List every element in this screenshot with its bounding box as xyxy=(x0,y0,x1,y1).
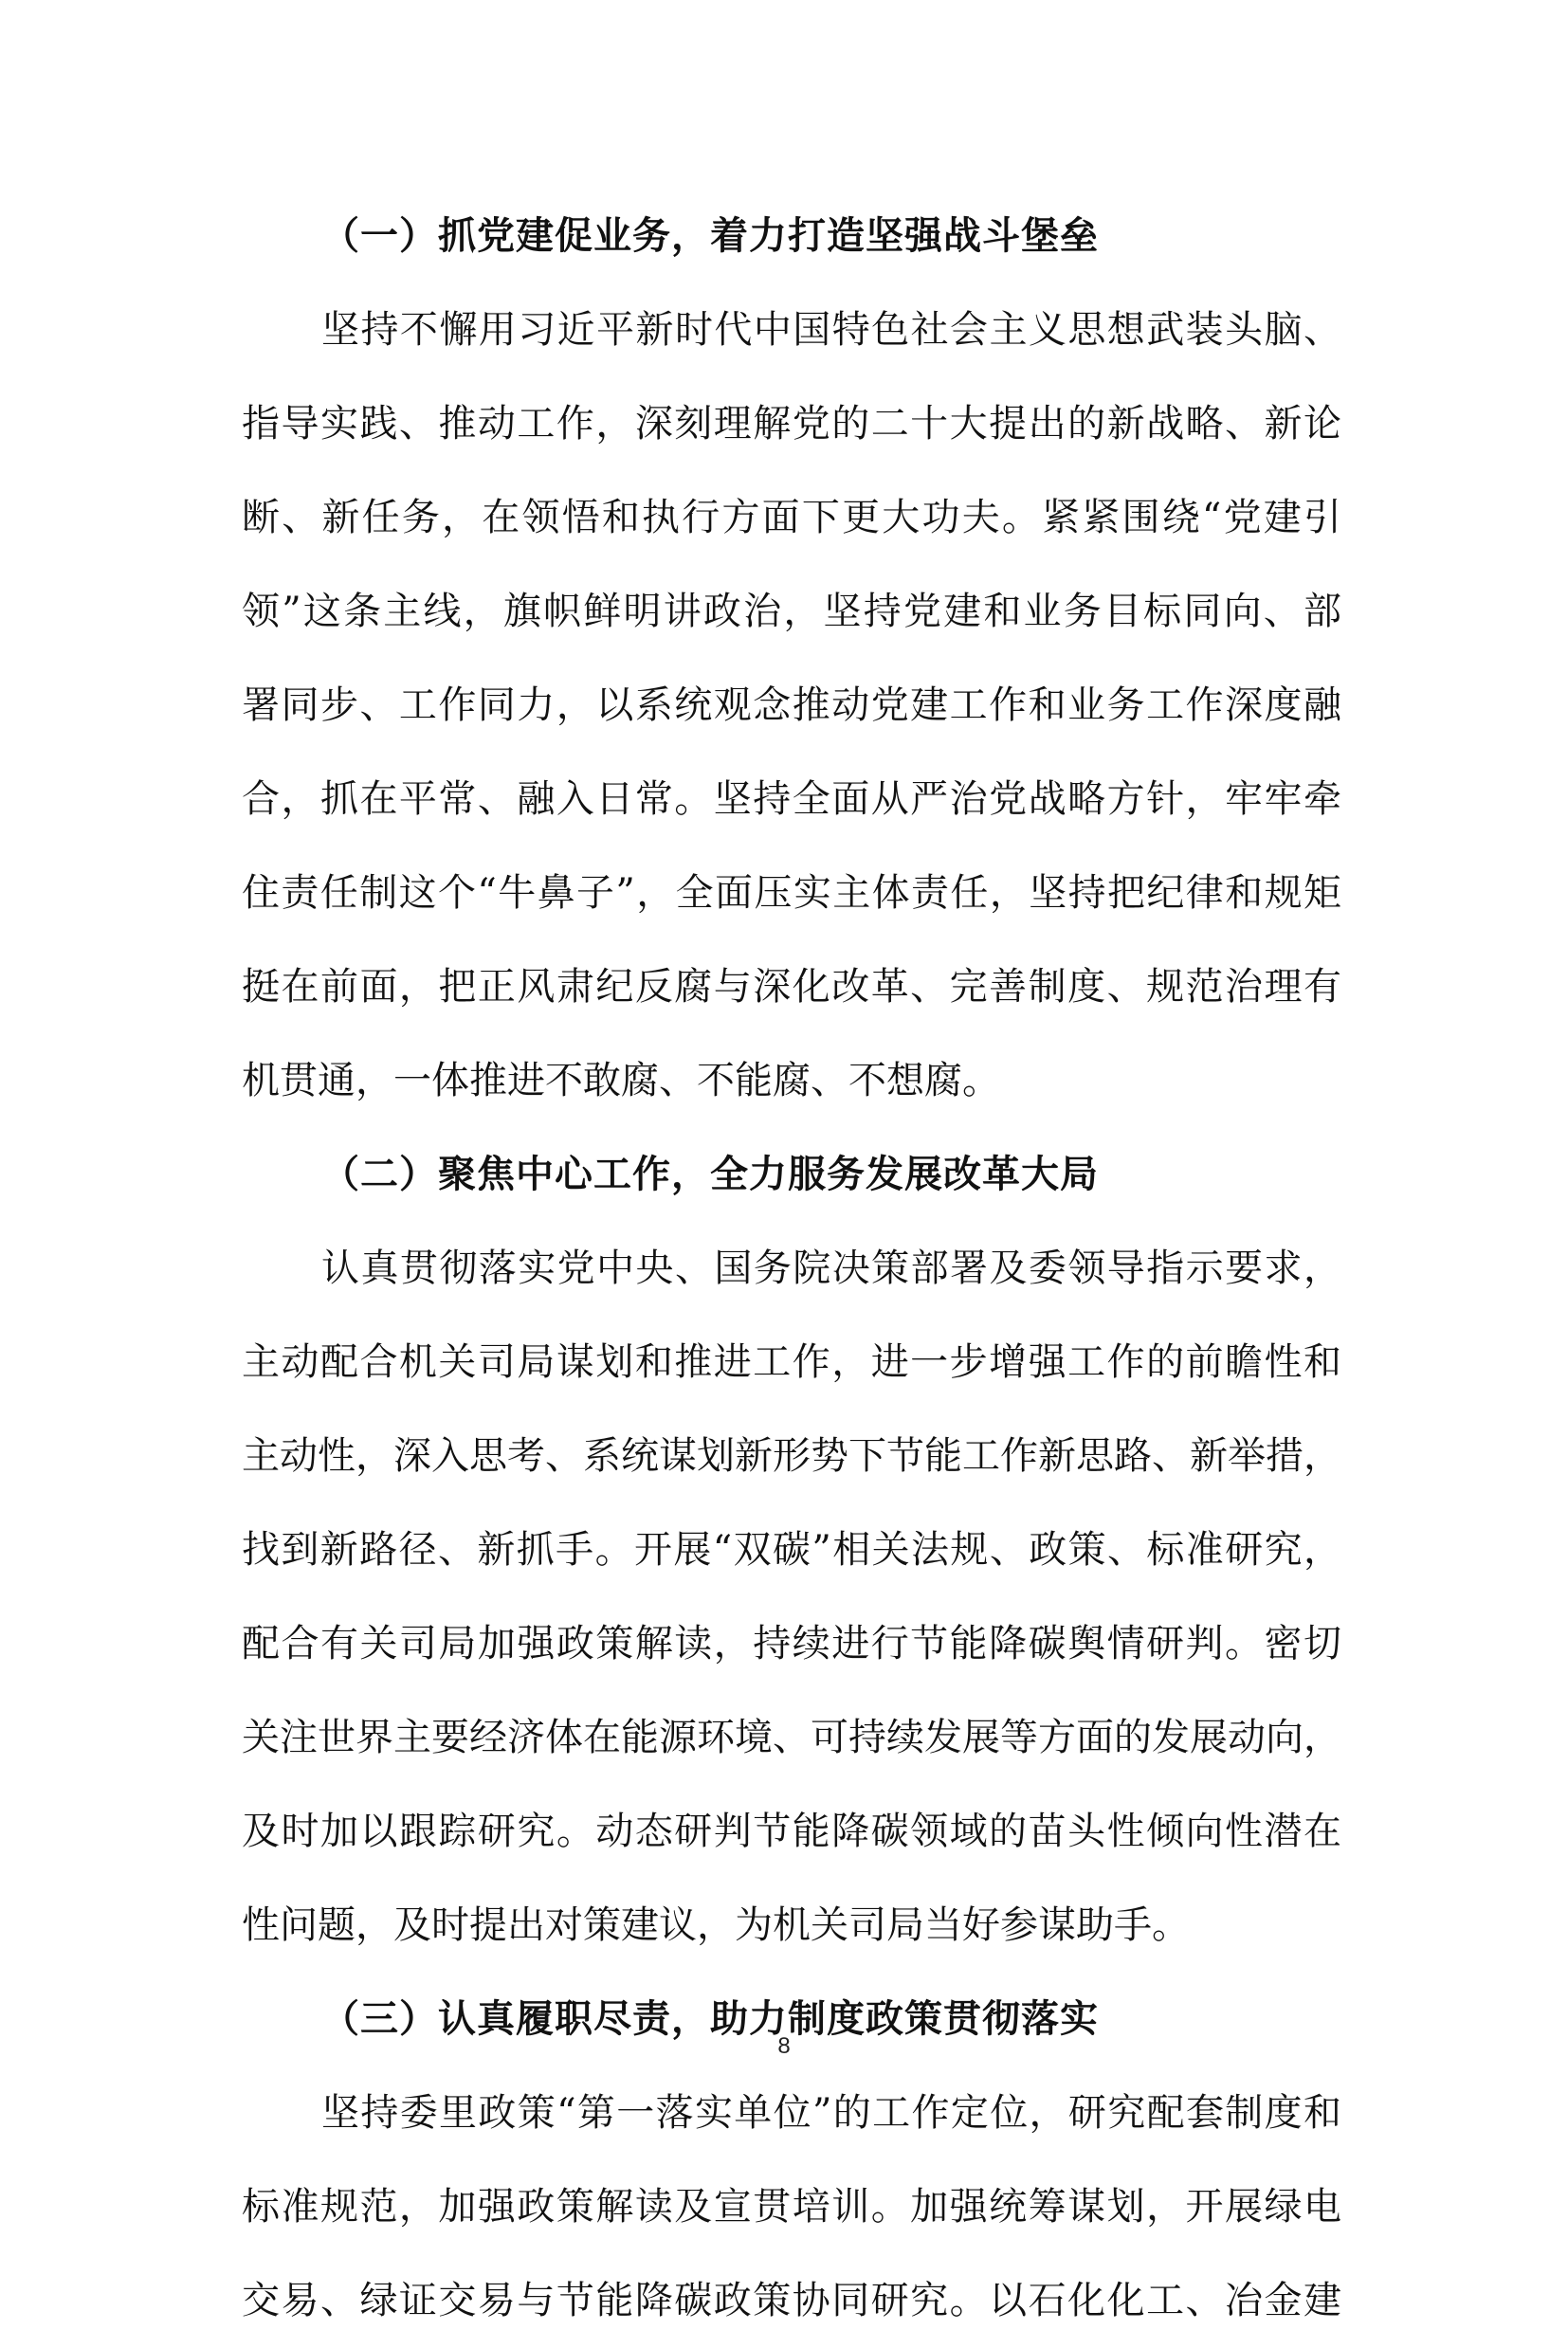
paragraph-line: 及时加以跟踪研究。动态研判节能降碳领域的苗头性倾向性潜在 xyxy=(242,1810,1341,1853)
paragraph-line: 坚持委里政策“第一落实单位”的工作定位，研究配套制度和 xyxy=(321,2091,1341,2135)
document-body xyxy=(242,190,1341,2348)
paragraph-line: 署同步、工作同力，以系统观念推动党建工作和业务工作深度融 xyxy=(242,683,1341,727)
paragraph-line: 交易、绿证交易与节能降碳政策协同研究。以石化化工、冶金建 xyxy=(242,2279,1341,2322)
section-heading-2: （二）聚焦中心工作，全力服务发展改革大局 xyxy=(321,1153,1099,1196)
paragraph-line: 挺在前面，把正风肃纪反腐与深化改革、完善制度、规范治理有 xyxy=(242,965,1341,1009)
paragraph-line: 合，抓在平常、融入日常。坚持全面从严治党战略方针，牢牢牵 xyxy=(242,777,1341,821)
paragraph-line: 领”这条主线，旗帜鲜明讲政治，坚持党建和业务目标同向、部 xyxy=(242,590,1341,633)
paragraph-line: 标准规范，加强政策解读及宣贯培训。加强统筹谋划，开展绿电 xyxy=(242,2185,1341,2229)
paragraph-line: 住责任制这个“牛鼻子”，全面压实主体责任，坚持把纪律和规矩 xyxy=(242,871,1341,915)
paragraph-line: 关注世界主要经济体在能源环境、可持续发展等方面的发展动向， xyxy=(242,1716,1341,1759)
page-number: 8 xyxy=(777,2033,791,2059)
section-heading-1: （一）抓党建促业务，着力打造坚强战斗堡垒 xyxy=(321,214,1099,258)
paragraph-line: 认真贯彻落实党中央、国务院决策部署及委领导指示要求， xyxy=(321,1247,1341,1290)
paragraph-line: 主动配合机关司局谋划和推进工作，进一步增强工作的前瞻性和 xyxy=(242,1340,1341,1384)
paragraph-line: 主动性，深入思考、系统谋划新形势下节能工作新思路、新举措， xyxy=(242,1434,1341,1478)
paragraph-line: 坚持不懈用习近平新时代中国特色社会主义思想武装头脑、 xyxy=(321,308,1341,352)
paragraph-line: 配合有关司局加强政策解读，持续进行节能降碳舆情研判。密切 xyxy=(242,1622,1341,1665)
paragraph-line: 机贯通，一体推进不敢腐、不能腐、不想腐。 xyxy=(242,1059,1000,1102)
paragraph-line: 指导实践、推动工作，深刻理解党的二十大提出的新战略、新论 xyxy=(242,402,1341,446)
paragraph-line: 性问题，及时提出对策建议，为机关司局当好参谋助手。 xyxy=(242,1903,1190,1947)
section-heading-3: （三）认真履职尽责，助力制度政策贯彻落实 xyxy=(321,1997,1099,2041)
paragraph-line: 找到新路径、新抓手。开展“双碳”相关法规、政策、标准研究， xyxy=(242,1528,1341,1572)
paragraph-line: 断、新任务，在领悟和执行方面下更大功夫。紧紧围绕“党建引 xyxy=(242,496,1341,539)
